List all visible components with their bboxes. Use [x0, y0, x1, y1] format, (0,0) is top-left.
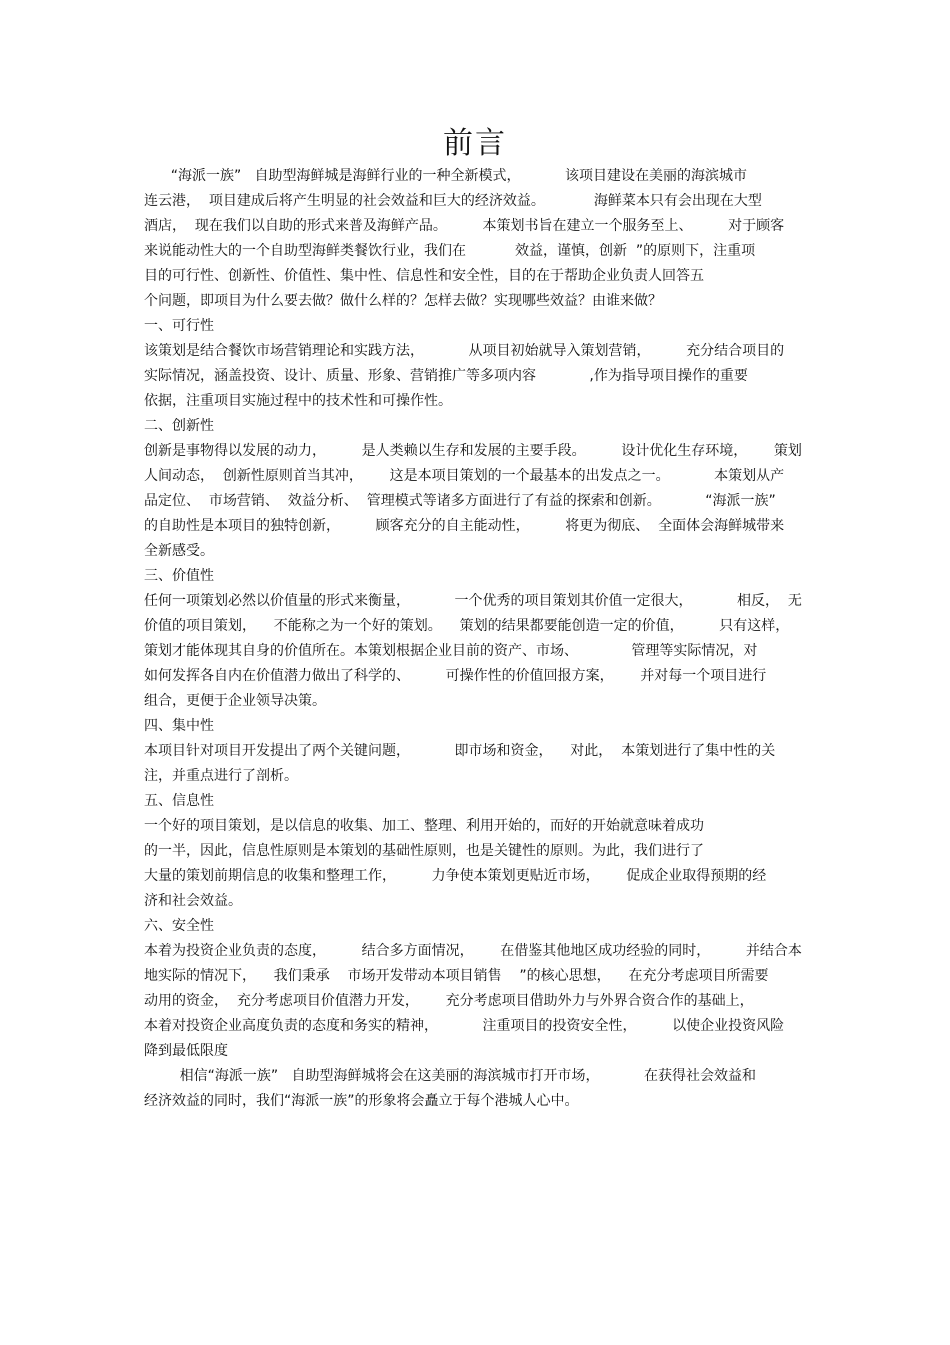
page-title: 前言: [443, 126, 507, 161]
intro-line: 目的可行性、创新性、价值性、集中性、信息性和安全性，目的在于帮助企业负责人回答五: [144, 268, 704, 284]
section-line: 地实际的情况下， 我们秉承 市场开发带动本项目销售 ”的核心思想， 在充分考虑项目所需要: [144, 968, 769, 984]
intro-line: “海派一族” 自助型海鲜城是海鲜行业的一种全新模式， 该项目建设在美丽的海滨城市: [144, 168, 748, 184]
section-heading-information: 五、信息性: [144, 793, 214, 809]
closing-line: 相信“海派一族” 自助型海鲜城将会在这美丽的海滨城市打开市场， 在获得社会效益和: [144, 1068, 756, 1084]
section-line: 本着为投资企业负责的态度， 结合多方面情况， 在借鉴其他地区成功经验的同时， 并结合本: [144, 943, 802, 959]
document-body: [144, 164, 824, 1114]
section-line: 的一半，因此，信息性原则是本策划的基础性原则，也是关键性的原则。为此，我们进行了: [144, 843, 704, 859]
section-line: 依据，注重项目实施过程中的技术性和可操作性。: [144, 393, 452, 409]
section-line: 济和社会效益。: [144, 893, 242, 909]
section-line: 人间动态， 创新性原则首当其冲， 这是本项目策划的一个最基本的出发点之一。 本策划从产: [144, 468, 785, 484]
section-line: 创新是事物得以发展的动力， 是人类赖以生存和发展的主要手段。 设计优化生存环境， 策划: [144, 443, 802, 459]
section-line: 注，并重点进行了剖析。: [144, 768, 298, 784]
section-line: 降到最低限度: [144, 1043, 228, 1059]
section-heading-value: 三、价值性: [144, 568, 214, 584]
section-line: 组合，更便于企业领导决策。: [144, 693, 326, 709]
section-line: 本着对投资企业高度负责的态度和务实的精神， 注重项目的投资安全性， 以使企业投资风险: [144, 1018, 785, 1034]
section-line: 该策划是结合餐饮市场营销理论和实践方法， 从项目初始就导入策划营销， 充分结合项目的: [144, 343, 785, 359]
section-line: 任何一项策划必然以价值量的形式来衡量， 一个优秀的项目策划其价值一定很大， 相反， 无: [144, 593, 802, 609]
section-line: 实际情况，涵盖投资、设计、质量、形象、营销推广等多项内容 ,作为指导项目操作的重要: [144, 368, 748, 384]
section-line: 价值的项目策划， 不能称之为一个好的策划。 策划的结果都要能创造一定的价值， 只有这样，: [144, 618, 790, 634]
section-line: 如何发挥各自内在价值潜力做出了科学的、 可操作性的价值回报方案， 并对每一个项目进行: [144, 668, 767, 684]
section-line: 的自助性是本项目的独特创新， 顾客充分的自主能动性， 将更为彻底、 全面体会海鲜城带来: [144, 518, 785, 534]
intro-line: 来说能动性大的一个自助型海鲜类餐饮行业，我们在 效益，谨慎，创新 ”的原则下，注重项: [144, 243, 756, 259]
section-heading-innovation: 二、创新性: [144, 418, 214, 434]
section-line: 一个好的项目策划，是以信息的收集、加工、整理、利用开始的，而好的开始就意味着成功: [144, 818, 704, 834]
section-line: 策划才能体现其自身的价值所在。本策划根据企业目前的资产、市场、 管理等实际情况，对: [144, 643, 758, 659]
section-line: 大量的策划前期信息的收集和整理工作， 力争使本策划更贴近市场， 促成企业取得预期的经: [144, 868, 767, 884]
intro-line: 连云港， 项目建成后将产生明显的社会效益和巨大的经济效益。 海鲜菜本只有会出现在大型: [144, 193, 762, 209]
section-line: 本项目针对项目开发提出了两个关键问题， 即市场和资金， 对此， 本策划进行了集中性的关: [144, 743, 776, 759]
section-line: 品定位、 市场营销、 效益分析、 管理模式等诸多方面进行了有益的探索和创新。 “海派一族”: [144, 493, 776, 509]
closing-line: 经济效益的同时，我们“海派一族”的形象将会矗立于每个港城人心中。: [144, 1093, 579, 1109]
section-line: 全新感受。: [144, 543, 214, 559]
section-heading-focus: 四、集中性: [144, 718, 214, 734]
intro-line: 个问题，即项目为什么要去做？做什么样的？怎样去做？实现哪些效益？由谁来做？: [144, 293, 662, 309]
intro-line: 酒店， 现在我们以自助的形式来普及海鲜产品。 本策划书旨在建立一个服务至上、 对于顾客: [144, 218, 785, 234]
section-heading-feasibility: 一、可行性: [144, 318, 214, 334]
section-heading-safety: 六、安全性: [144, 918, 214, 934]
section-line: 动用的资金， 充分考虑项目价值潜力开发， 充分考虑项目借助外力与外界合资合作的基础上，: [144, 993, 754, 1009]
